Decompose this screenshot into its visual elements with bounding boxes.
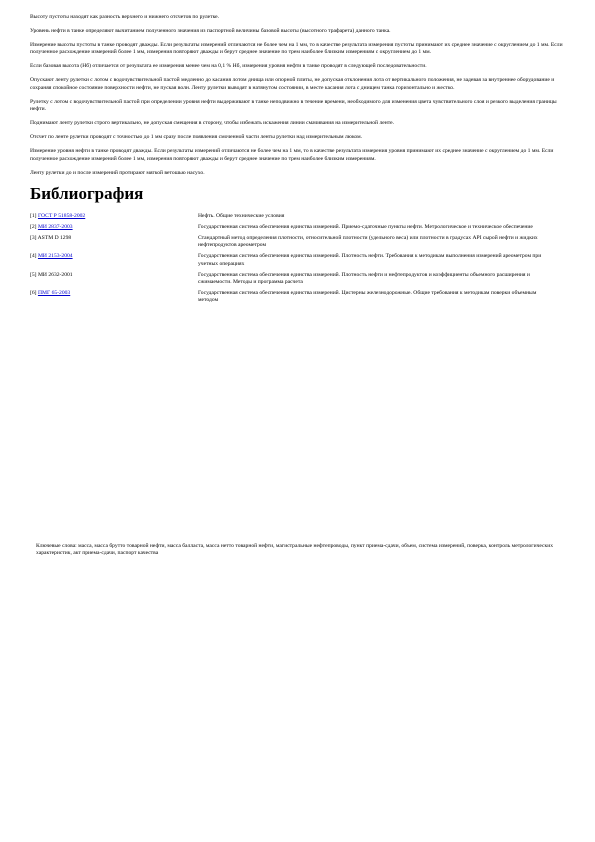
bibliography-code: ASTM D 1298 (37, 235, 72, 242)
bibliography-code: МИ 2632-2001 (37, 271, 73, 278)
keywords: Ключевые слова: масса, масса брутто товарной нефти, масса балласта, масса нетто товарной нефти, магистральные нефтепроводы, пункт приема-сдачи, объем, система измерений, поверка, контроль метрологических характеристик, акт приема-сдачи, паспорт качества (36, 543, 554, 557)
bibliography-entry (30, 224, 550, 235)
bibliography-entry (30, 235, 550, 253)
bibliography-number: [1] (30, 212, 37, 219)
bibliography-code-link[interactable]: ПМГ 65-2003 (37, 290, 71, 297)
bibliography-code-link[interactable]: МИ 2153-2004 (37, 253, 73, 260)
paragraph-oil-level-calc: Уровень нефти в танке определяют вычитанием полученного значения из паспортной величины базовой высоты (высотного трафарета) данного танка. (30, 28, 391, 34)
bibliography-heading: Библиография (30, 183, 144, 203)
bibliography-reference (30, 235, 198, 253)
paragraph-lower-tape: Опускают ленту рулетки с лотом с водочувствительной пастой медленно до касания лотом днища или опорной плиты, не допуская отклонения лота от вертикального положения, не задевая за внутреннее оборудование и сохраняя спокойное состояние поверхности нефти, не пуская волн. Ленту рулетки выводят в натянутом состоянии, в месте касания лота с днищем танка горизонтально и жестко. (30, 77, 555, 91)
paragraph-void-height: Высоту пустоты находят как разность верхнего и нижнего отсчетов по рулетке. (30, 14, 220, 20)
paragraph-hold-tape: Рулетку с лотом с водочувствительной пастой при определении уровня нефти выдерживают в танке неподвижно в течение времени, необходимого для изменения цвета чувствительного слоя и резкого выделения границы нефти. (30, 98, 557, 113)
bibliography-reference (30, 224, 198, 235)
bibliography-entry (30, 272, 550, 290)
paragraph-level-measurement: Измерение уровня нефти в танке проводят дважды. Если результаты измерений отличаются не более чем на 1 мм, то в качестве результата измерения уровня принимают их среднее значение с округлением до 1 мм. Если полученное расхождение измерений более 1 мм, измерения повторяют дважды и берут среднее значение по трем наиболее близким измерениям. (30, 148, 554, 162)
bibliography-reference (30, 272, 198, 290)
bibliography-table (30, 213, 550, 309)
paragraph-wipe-tape: Ленту рулетки до и после измерений протирают мягкой ветошью насухо. (30, 169, 205, 176)
bibliography-entry (30, 253, 550, 271)
bibliography-title: Стандартный метод определения плотности, относительной плотности (удельного веса) или плотности в градусах API сырой нефти и жидких нефтепродуктов ареометром (198, 235, 538, 249)
document-page (30, 14, 565, 309)
bibliography-title: Государственная система обеспечения единства измерений. Плотность нефти и нефтепродуктов и коэффициенты объемного расширения и сжимаемости. Методы и программа расчета (198, 271, 530, 286)
bibliography-number: [4] (30, 253, 37, 260)
bibliography-reference (30, 213, 198, 224)
bibliography-entry (30, 213, 550, 224)
bibliography-code-link[interactable]: ГОСТ Р 51858-2002 (37, 212, 86, 219)
paragraph-raise-tape: Поднимают ленту рулетки строго вертикально, не допуская смещения в сторону, чтобы избежать искажения линии смачивания на измерительной ленте. (30, 120, 395, 127)
bibliography-reference (30, 290, 198, 308)
bibliography-entry (30, 290, 550, 308)
paragraph-void-measurement: Измерение высоты пустоты в танке проводят дважды. Если результаты измерений отличаются не более чем на 1 мм, то в качестве результата измерения пустоты принимают их среднее значение с округлением до 1 мм. Если полученное расхождение измерений более 1 мм, измерения повторяют дважды и берут среднее значение по трем наиболее близким измерениям с округлением до 1 мм. (30, 42, 563, 56)
bibliography-reference (30, 253, 198, 271)
bibliography-title: Государственная система обеспечения единства измерений. Плотность нефти. Требования к методикам выполнения измерений ареометром при учетных операциях (198, 253, 542, 267)
bibliography-number: [3] (30, 235, 37, 242)
bibliography-title: Нефть. Общие технические условия (198, 212, 285, 219)
bibliography-title: Государственная система обеспечения единства измерений. Цистерны железнодорожные. Общие требования к методикам поверки объемным методом (198, 290, 537, 304)
paragraph-reading: Отсчет по ленте рулетки проводят с точностью до 1 мм сразу после появления смоченной части ленты рулетки над измерительным люком. (30, 134, 363, 141)
bibliography-number: [6] (30, 290, 37, 297)
bibliography-code-link[interactable]: МИ 2837-2003 (37, 223, 73, 230)
bibliography-title: Государственная система обеспечения единства измерений. Приемо-сдаточные пункты нефти. Метрологическое и техническое обеспечение (198, 223, 533, 230)
paragraph-base-height: Если базовая высота (Нб) отличается от результата ее измерения менее чем на 0,1 % Нб, измерения уровня нефти в танке проводят в следующей последовательности. (30, 63, 427, 70)
bibliography-number: [2] (30, 223, 37, 230)
bibliography-number: [5] (30, 271, 37, 278)
